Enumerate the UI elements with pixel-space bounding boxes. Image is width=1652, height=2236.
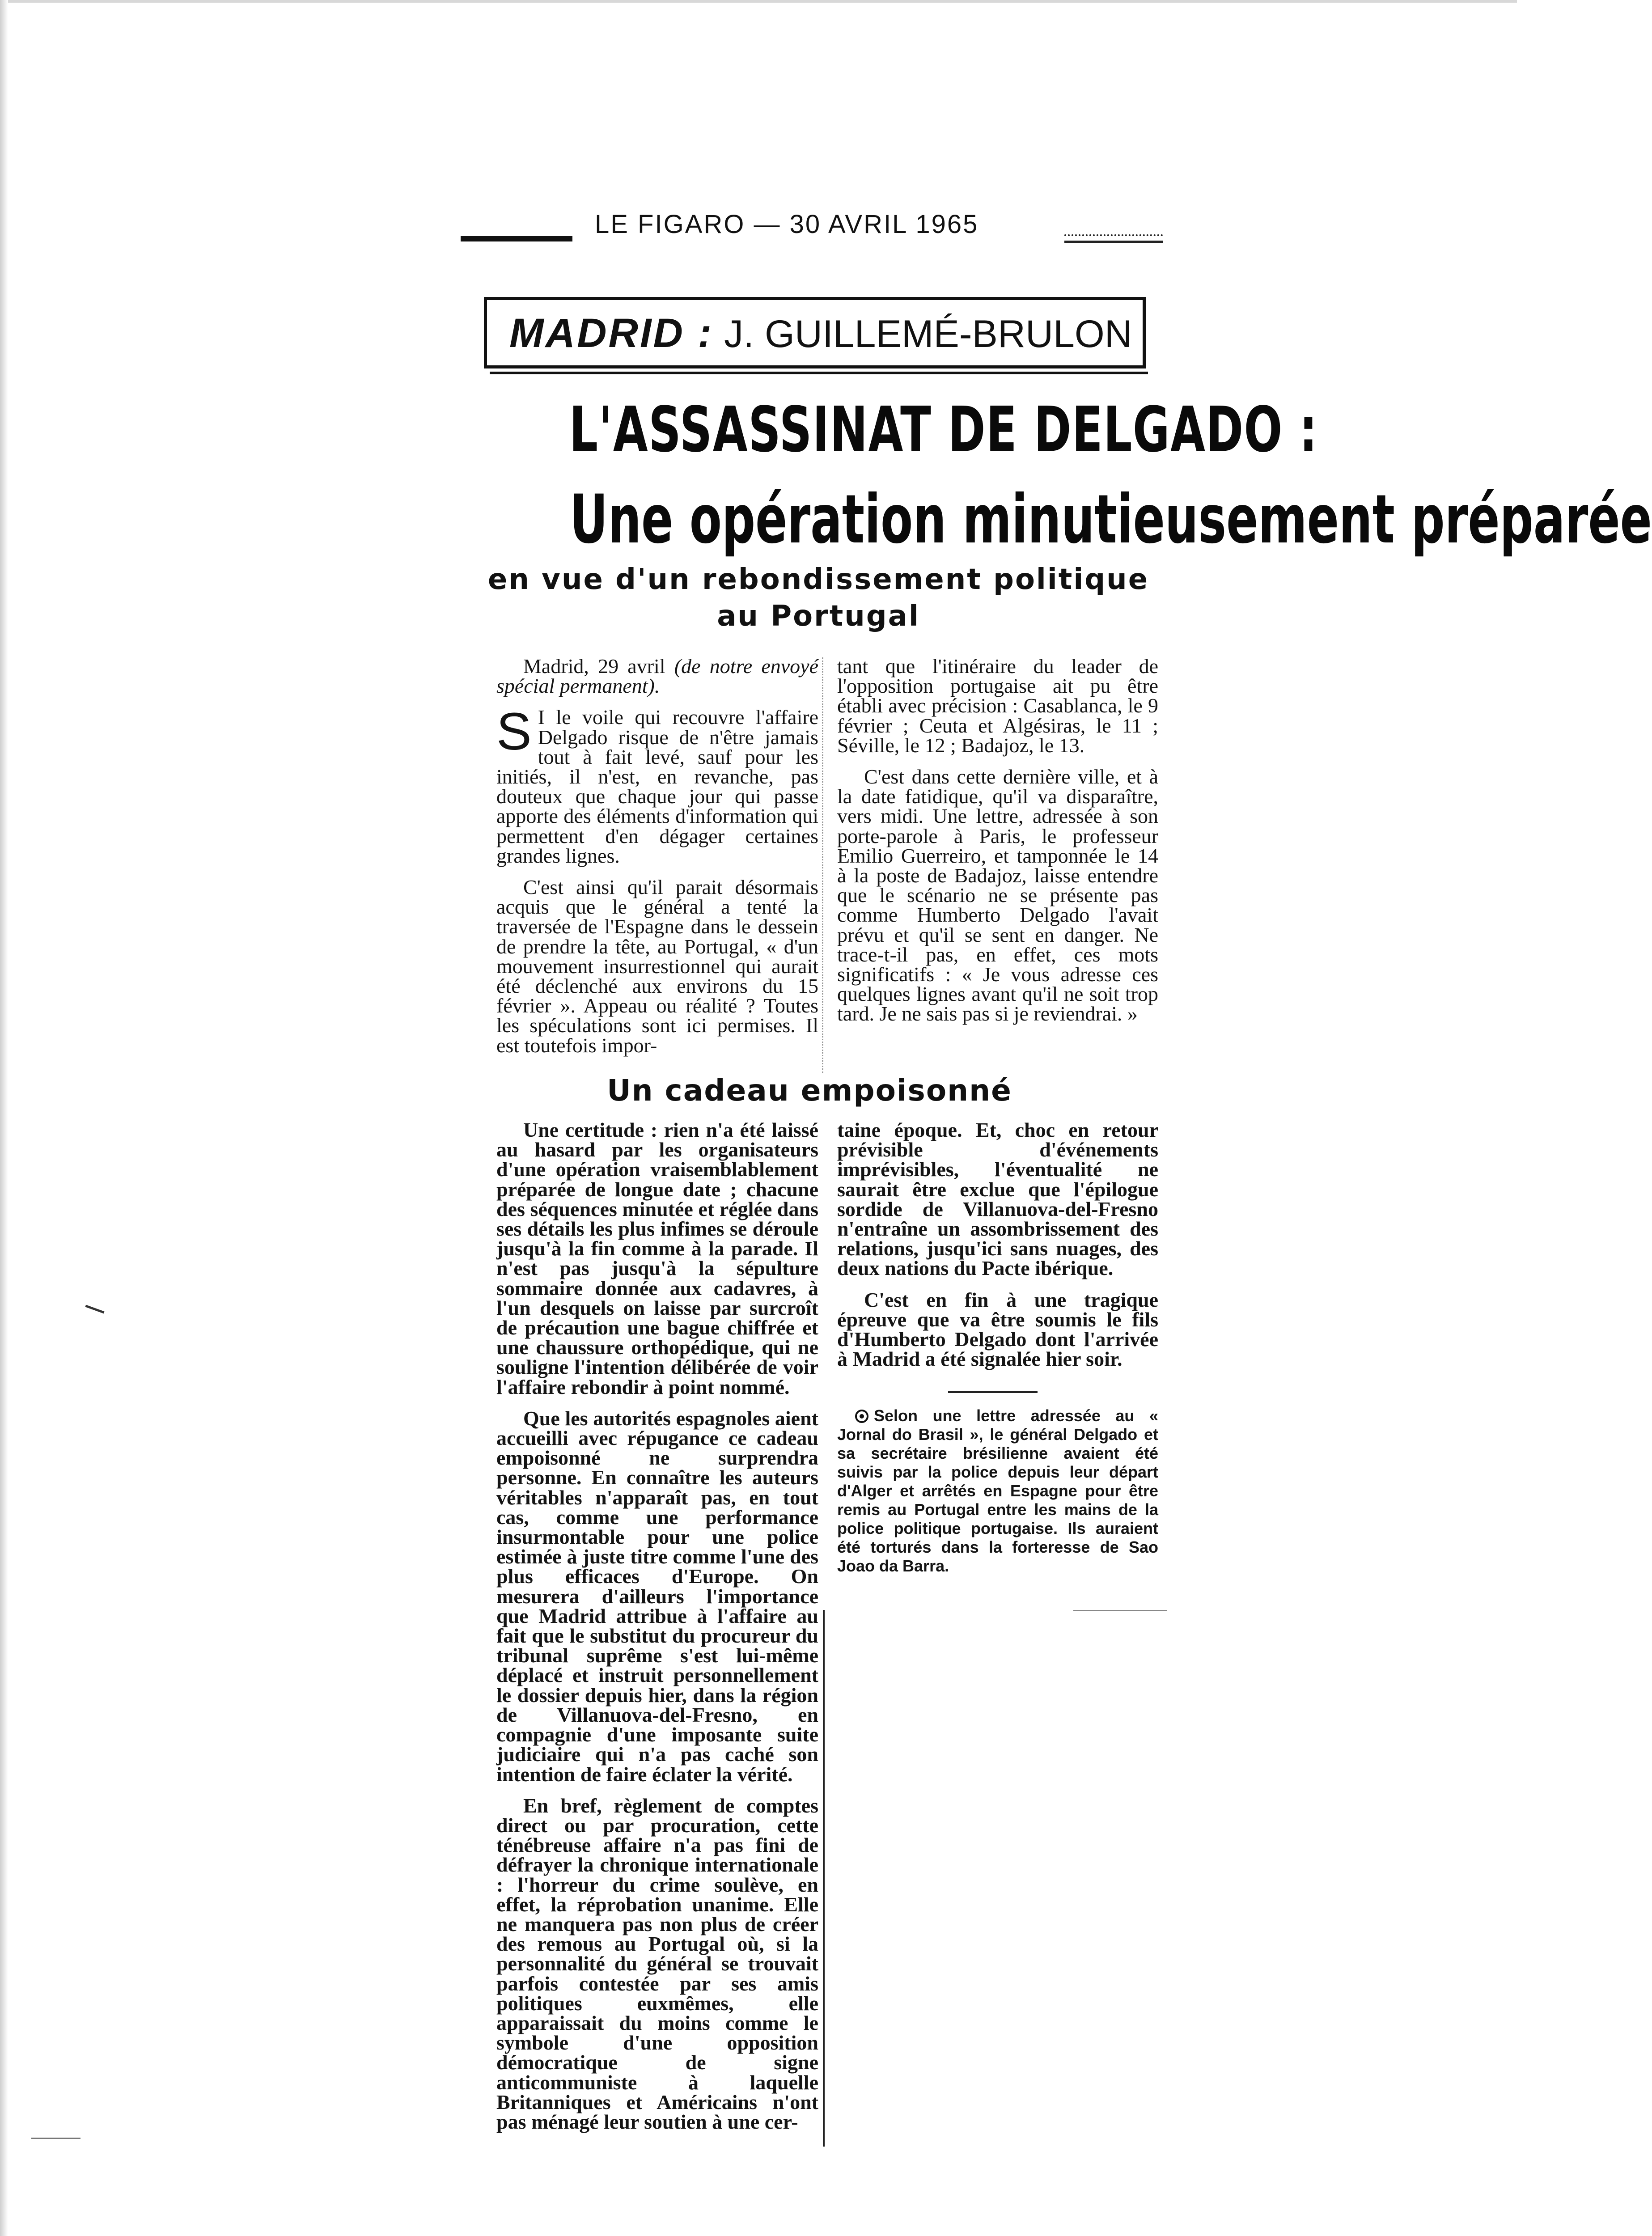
headline-main: L'ASSASSINAT DE DELGADO : bbox=[569, 394, 1318, 466]
article-paragraph: C'est ainsi qu'il parait désormais acquis que le général a tenté la traversée de l'Espagne dans le dessein de prendre la tête, au Portugal, « d'un mouvement insurrestionnel qui aurait été déclenché aux environs du 15 février ». Appeau ou réalité ? Toutes les spéculations sont ici permises. Il est toutefois impor- bbox=[496, 876, 818, 1057]
byline bbox=[509, 310, 1132, 357]
article-column-1 bbox=[496, 656, 818, 1067]
subheadline-line-2: au Portugal bbox=[717, 600, 920, 633]
subheadline bbox=[483, 561, 1154, 635]
article-paragraph: C'est dans cette dernière ville, et à la date fatidique, qu'il va disparaître, vers midi. Une lettre, adressée à son porte-parole à Paris, le professeur Emilio Guerreiro, et tamponnée le 14 à la poste de Badajoz, laisse entendre que le scénario ne se présente pas comme Humberto Delgado l'avait prévu et qu'il se sent en danger. Ne trace-t-il pas, en effet, ces mots significatifs : « Je vous adresse ces quelques lignes avant qu'il ne soit trop tard. Je ne sais pas si je reviendrai. » bbox=[837, 765, 1158, 1025]
article-paragraph bbox=[496, 702, 818, 867]
masthead-rule-right bbox=[1064, 234, 1163, 243]
footnote bbox=[837, 1406, 1158, 1575]
scan-mark bbox=[85, 1305, 104, 1314]
newspaper-masthead bbox=[461, 209, 1163, 250]
article-paragraph: C'est en fin à une tragique épreuve que va être soumis le fils d'Humberto Delgado dont l'arrivée à Madrid a été signalée hier soir. bbox=[837, 1288, 1158, 1371]
bullet-icon bbox=[855, 1410, 868, 1423]
column-rule-lower bbox=[823, 1610, 825, 2147]
article-column-4 bbox=[837, 1120, 1158, 1381]
article-paragraph: En bref, règlement de comptes direct ou par procuration, cette ténébreuse affaire n'a pas fini de défrayer la chronique internationale : l'horreur du crime soulève, en effet, la réprobation unanime. Elle ne manquera pas non plus de créer des remous au Portugal où, si la personnalité du général se trouvait parfois contestée par ses amis politiques euxmêmes, elle apparaissait du moins comme le symbole d'une opposition démocratique de signe anticommuniste à laquelle Britanniques et Américains n'ont pas ménagé leur soutien à une cer- bbox=[496, 1794, 818, 2133]
scan-top-edge bbox=[0, 0, 1517, 3]
paragraph-text: I le voile qui recouvre l'affaire Delgado risque de n'être jamais tout à fait levé, sauf pour les initiés, il n'est, en revanche, pas douteux que chaque jour qui passe apporte des éléments d'information qui permettent d'en dégager certaines grandes lignes. bbox=[496, 706, 818, 867]
scan-left-edge bbox=[0, 0, 8, 2236]
article-column-3 bbox=[496, 1120, 818, 2143]
byline-author: J. GUILLEMÉ-BRULON bbox=[724, 313, 1132, 356]
drop-cap: S bbox=[496, 702, 532, 762]
byline-box bbox=[484, 297, 1146, 368]
scan-mark bbox=[31, 2138, 80, 2139]
article-paragraph: tant que l'itinéraire du leader de l'opposition portugaise ait pu être établi avec précision : Casablanca, le 9 février ; Ceuta et Algésiras, le 11 ; Séville, le 12 ; Badajoz, le 13. bbox=[837, 655, 1158, 757]
subheadline-line-1: en vue d'un rebondissement politique bbox=[487, 563, 1149, 596]
article-paragraph: Une certitude : rien n'a été laissé au hasard par les organisateurs d'une opération vraisemblablement préparée de longue date ; chacune des séquences minutée et réglée dans ses détails les plus infimes se déroule jusqu'à la fin comme à la parade. Il n'est pas jusqu'à la sépulture sommaire donnée aux cadavres, à l'un desquels on laisse par surcroît de précaution une bague chiffrée et une chaussure orthopédique, qui ne souligne l'intention délibérée de voir l'affaire rebondir à point nommé. bbox=[496, 1118, 818, 1398]
article-paragraph: taine époque. Et, choc en retour prévisible d'événements imprévisibles, l'éventualité ne saurait être exclue que l'épilogue sordide de Villanuova-del-Fresno n'entraîne un assombrissement des relations, jusqu'ici sans nuages, des deux nations du Pacte ibérique. bbox=[837, 1118, 1158, 1280]
masthead-title: LE FIGARO — 30 AVRIL 1965 bbox=[595, 210, 979, 239]
end-rule bbox=[1073, 1610, 1167, 1611]
footnote-text: Selon une lettre adressée au « Jornal do Brasil », le général Delgado et sa secrétaire brésilienne avaient été suivis par la police depuis leur départ d'Alger et arrêtés en Espagne pour être remis au Portugal entre les mains de la police politique portugaise. Ils auraient été torturés dans la forteresse de Sao Joao da Barra. bbox=[837, 1406, 1158, 1575]
dateline-note: (de notre envoyé spécial permanent). bbox=[496, 655, 819, 698]
headline-secondary: Une opération minutieusement préparée bbox=[570, 481, 1652, 559]
intertitle: Un cadeau empoisonné bbox=[607, 1073, 1012, 1108]
footnote-paragraph bbox=[837, 1406, 1158, 1575]
dateline bbox=[496, 656, 818, 696]
dateline-place: Madrid, 29 avril bbox=[523, 655, 665, 678]
byline-city: MADRID : bbox=[509, 310, 714, 356]
note-separator bbox=[948, 1391, 1038, 1393]
article-paragraph: Que les autorités espagnoles aient accueilli avec répugance ce cadeau empoisonné ne surprendra personne. En connaître les auteurs véritables n'apparaît pas, en tout cas, comme une performance insurmontable pour une police estimée à juste titre comme l'une des plus efficaces d'Europe. On mesurera d'ailleurs l'importance que Madrid attribue à l'affaire au fait que le substitut du procureur du tribunal suprême s'est lui-même déplacé et instruit personnellement le dossier depuis hier, dans la région de Villanuova-del-Fresno, en compagnie d'une imposante suite judiciaire qui n'a pas caché son intention de faire éclater la vérité. bbox=[496, 1406, 818, 1786]
article-column-2 bbox=[837, 656, 1158, 1036]
column-rule bbox=[822, 657, 823, 1073]
masthead-rule-left bbox=[461, 236, 572, 241]
